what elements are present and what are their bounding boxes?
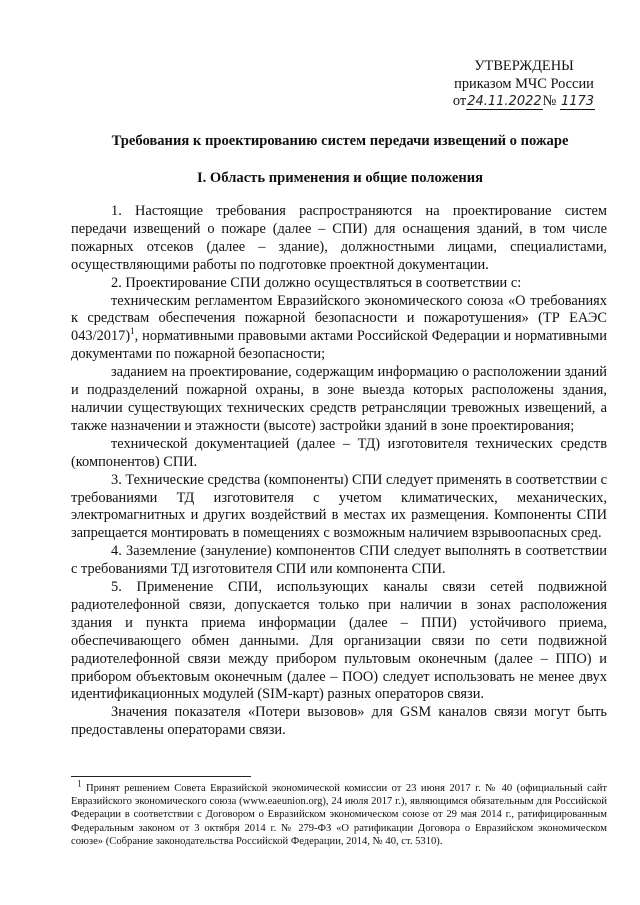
regulation-text: техническим регламентом Евразийского экономического союза «О требованиях к средствам обеспечения пожарной безопасности и пожаротушения» (ТР ЕАЭС 043/2017)	[71, 292, 607, 345]
paragraph-6: Значения показателя «Потери вызовов» для GSM каналов связи могут быть предоставлены операторами связи.	[71, 704, 607, 739]
approval-heading: УТВЕРЖДЕНЫ	[474, 58, 574, 74]
section-title: I. Область применения и общие положения	[196, 170, 484, 186]
approval-stamp	[429, 58, 619, 111]
paragraph-1: 1. Настоящие требования распространяются на проектирование систем передачи извещений о пожаре (далее – СПИ) для оснащения зданий, в том числе пожарных отсеков (далее – здание), должностными лицами, специалистами, осуществляющими работы по подготовке проектной документации.	[71, 203, 607, 273]
paragraph-2: 2. Проектирование СПИ должно осуществляться в соответствии с:	[111, 274, 522, 291]
footnote-reference: 1	[130, 326, 135, 337]
approval-number: 1173	[560, 94, 595, 109]
approval-date-line	[429, 93, 619, 111]
paragraph-4: 4. Заземление (зануление) компонентов СПИ следует выполнять в соответствии с требованиями ТД изготовителя СПИ или компонента СПИ.	[71, 543, 607, 578]
paragraph-3: 3. Технические средства (компоненты) СПИ следует применять в соответствии с требованиями ТД изготовителя с учетом климатических, механических, электромагнитных и других воздействий в местах их размещения. Компоненты СПИ запрещается монтировать в помещениях с возможным наличием взрывоопасных сред.	[71, 471, 607, 542]
regulation-text-cont: , нормативными правовыми актами Российской Федерации и нормативными документами по пожарной безопасности;	[71, 328, 607, 363]
approval-date: 24.11.2022	[467, 94, 542, 109]
paragraph-2-item-regulation	[71, 293, 607, 365]
paragraph-5: 5. Применение СПИ, использующих каналы связи сетей подвижной радиотелефонной связи, допускается только при наличии в зонах расположения здания и пункта приема информации (далее – ППИ) устойчивого приема, обеспечивающего обмен данными. Для организации связи по сети подвижной радиотелефонной связи между прибором пультовым оконечным (далее – ППО) и прибором объектовым оконечным (далее – ПОО) следует использовать не менее двух идентификационных модулей (SIM-карт) разных операторов связи.	[71, 579, 607, 703]
approval-number-sign: №	[542, 93, 557, 109]
footnote-separator	[71, 776, 251, 777]
footnote-mark: 1	[77, 778, 82, 789]
paragraph-2-item-assignment: заданием на проектирование, содержащим информацию о расположении зданий и подразделений пожарной охраны, в зоне выезда которых расположены здания, наличии существующих технических средств ретрансляции тревожных извещений, а также назначении и этажности (высоте) застройки зданий в зоне проектирования;	[71, 364, 607, 434]
document-title: Требования к проектированию систем передачи извещений о пожаре	[111, 133, 569, 149]
approval-order: приказом МЧС России	[454, 75, 594, 92]
document-body	[71, 203, 607, 740]
footnote	[71, 778, 607, 848]
footnote-body: Принят решением Совета Евразийской экономической комиссии от 23 июня 2017 г. № 40 (официальный сайт Евразийского экономического союза (www.eaeunion.org), 24 июля 2017 г.), являющимся обязательным для Российской Федерации в соответствии с Договором о Евразийском экономическом союзе от 29 мая 2014 г., ратифицированным Федеральным законом от 3 октября 2014 г. № 279-ФЗ «О ратификации Договора о Евразийском экономическом союзе» (Собрание законодательства Российской Федерации, 2014, № 40, ст. 5310).	[71, 783, 607, 847]
approval-from: от	[452, 93, 467, 109]
footnote-text	[71, 778, 607, 848]
paragraph-2-item-documentation: технической документацией (далее – ТД) изготовителя технических средств (компонентов) СПИ.	[71, 435, 607, 470]
